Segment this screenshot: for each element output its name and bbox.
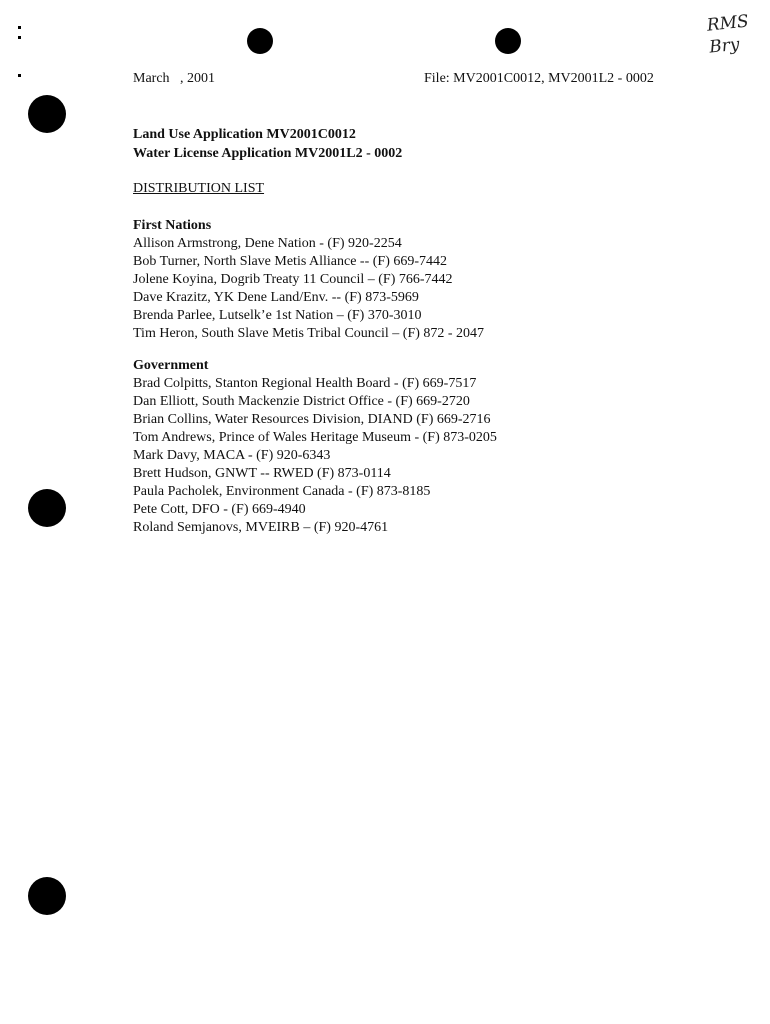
scan-speck	[18, 74, 21, 77]
handwritten-note-line: Bry	[708, 34, 741, 58]
punch-hole-left-3	[28, 877, 66, 915]
punch-hole-top-left	[247, 28, 273, 54]
handwritten-note	[706, 9, 762, 58]
water-license-application-title: Water License Application MV2001L2 - 0002	[133, 146, 403, 161]
letter-date: March , 2001	[133, 71, 216, 86]
distribution-entry: Mark Davy, MACA - (F) 920-6343	[133, 448, 331, 463]
punch-hole-left-2	[28, 489, 66, 527]
distribution-entry: Tim Heron, South Slave Metis Tribal Council – (F) 872 - 2047	[133, 326, 485, 341]
distribution-entry: Roland Semjanovs, MVEIRB – (F) 920-4761	[133, 520, 389, 535]
file-reference: File: MV2001C0012, MV2001L2 - 0002	[424, 71, 654, 86]
distribution-list-heading: DISTRIBUTION LIST	[133, 181, 265, 196]
application-titles	[133, 125, 402, 163]
government-section	[133, 357, 497, 537]
distribution-entry: Allison Armstrong, Dene Nation - (F) 920-2254	[133, 236, 402, 251]
handwritten-note-line: RMS	[705, 11, 750, 36]
scan-speck	[18, 26, 21, 29]
first-nations-section	[133, 217, 484, 343]
scan-speck	[18, 36, 21, 39]
land-use-application-title: Land Use Application MV2001C0012	[133, 127, 356, 142]
distribution-entry: Pete Cott, DFO - (F) 669-4940	[133, 502, 306, 517]
distribution-entry: Brenda Parlee, Lutselk’e 1st Nation – (F) 370-3010	[133, 308, 422, 323]
distribution-entry: Brett Hudson, GNWT -- RWED (F) 873-0114	[133, 466, 391, 481]
distribution-entry: Dave Krazitz, YK Dene Land/Env. -- (F) 873-5969	[133, 290, 419, 305]
distribution-entry: Bob Turner, North Slave Metis Alliance -- (F) 669-7442	[133, 254, 448, 269]
distribution-entry: Dan Elliott, South Mackenzie District Office - (F) 669-2720	[133, 394, 470, 409]
distribution-entry: Jolene Koyina, Dogrib Treaty 11 Council – (F) 766-7442	[133, 272, 453, 287]
first-nations-heading: First Nations	[133, 218, 212, 233]
distribution-entry: Brad Colpitts, Stanton Regional Health Board - (F) 669-7517	[133, 376, 477, 391]
punch-hole-top-right	[495, 28, 521, 54]
government-heading: Government	[133, 358, 209, 373]
distribution-entry: Brian Collins, Water Resources Division, DIAND (F) 669-2716	[133, 412, 491, 427]
distribution-entry: Paula Pacholek, Environment Canada - (F) 873-8185	[133, 484, 431, 499]
punch-hole-left-1	[28, 95, 66, 133]
distribution-entry: Tom Andrews, Prince of Wales Heritage Museum - (F) 873-0205	[133, 430, 497, 445]
